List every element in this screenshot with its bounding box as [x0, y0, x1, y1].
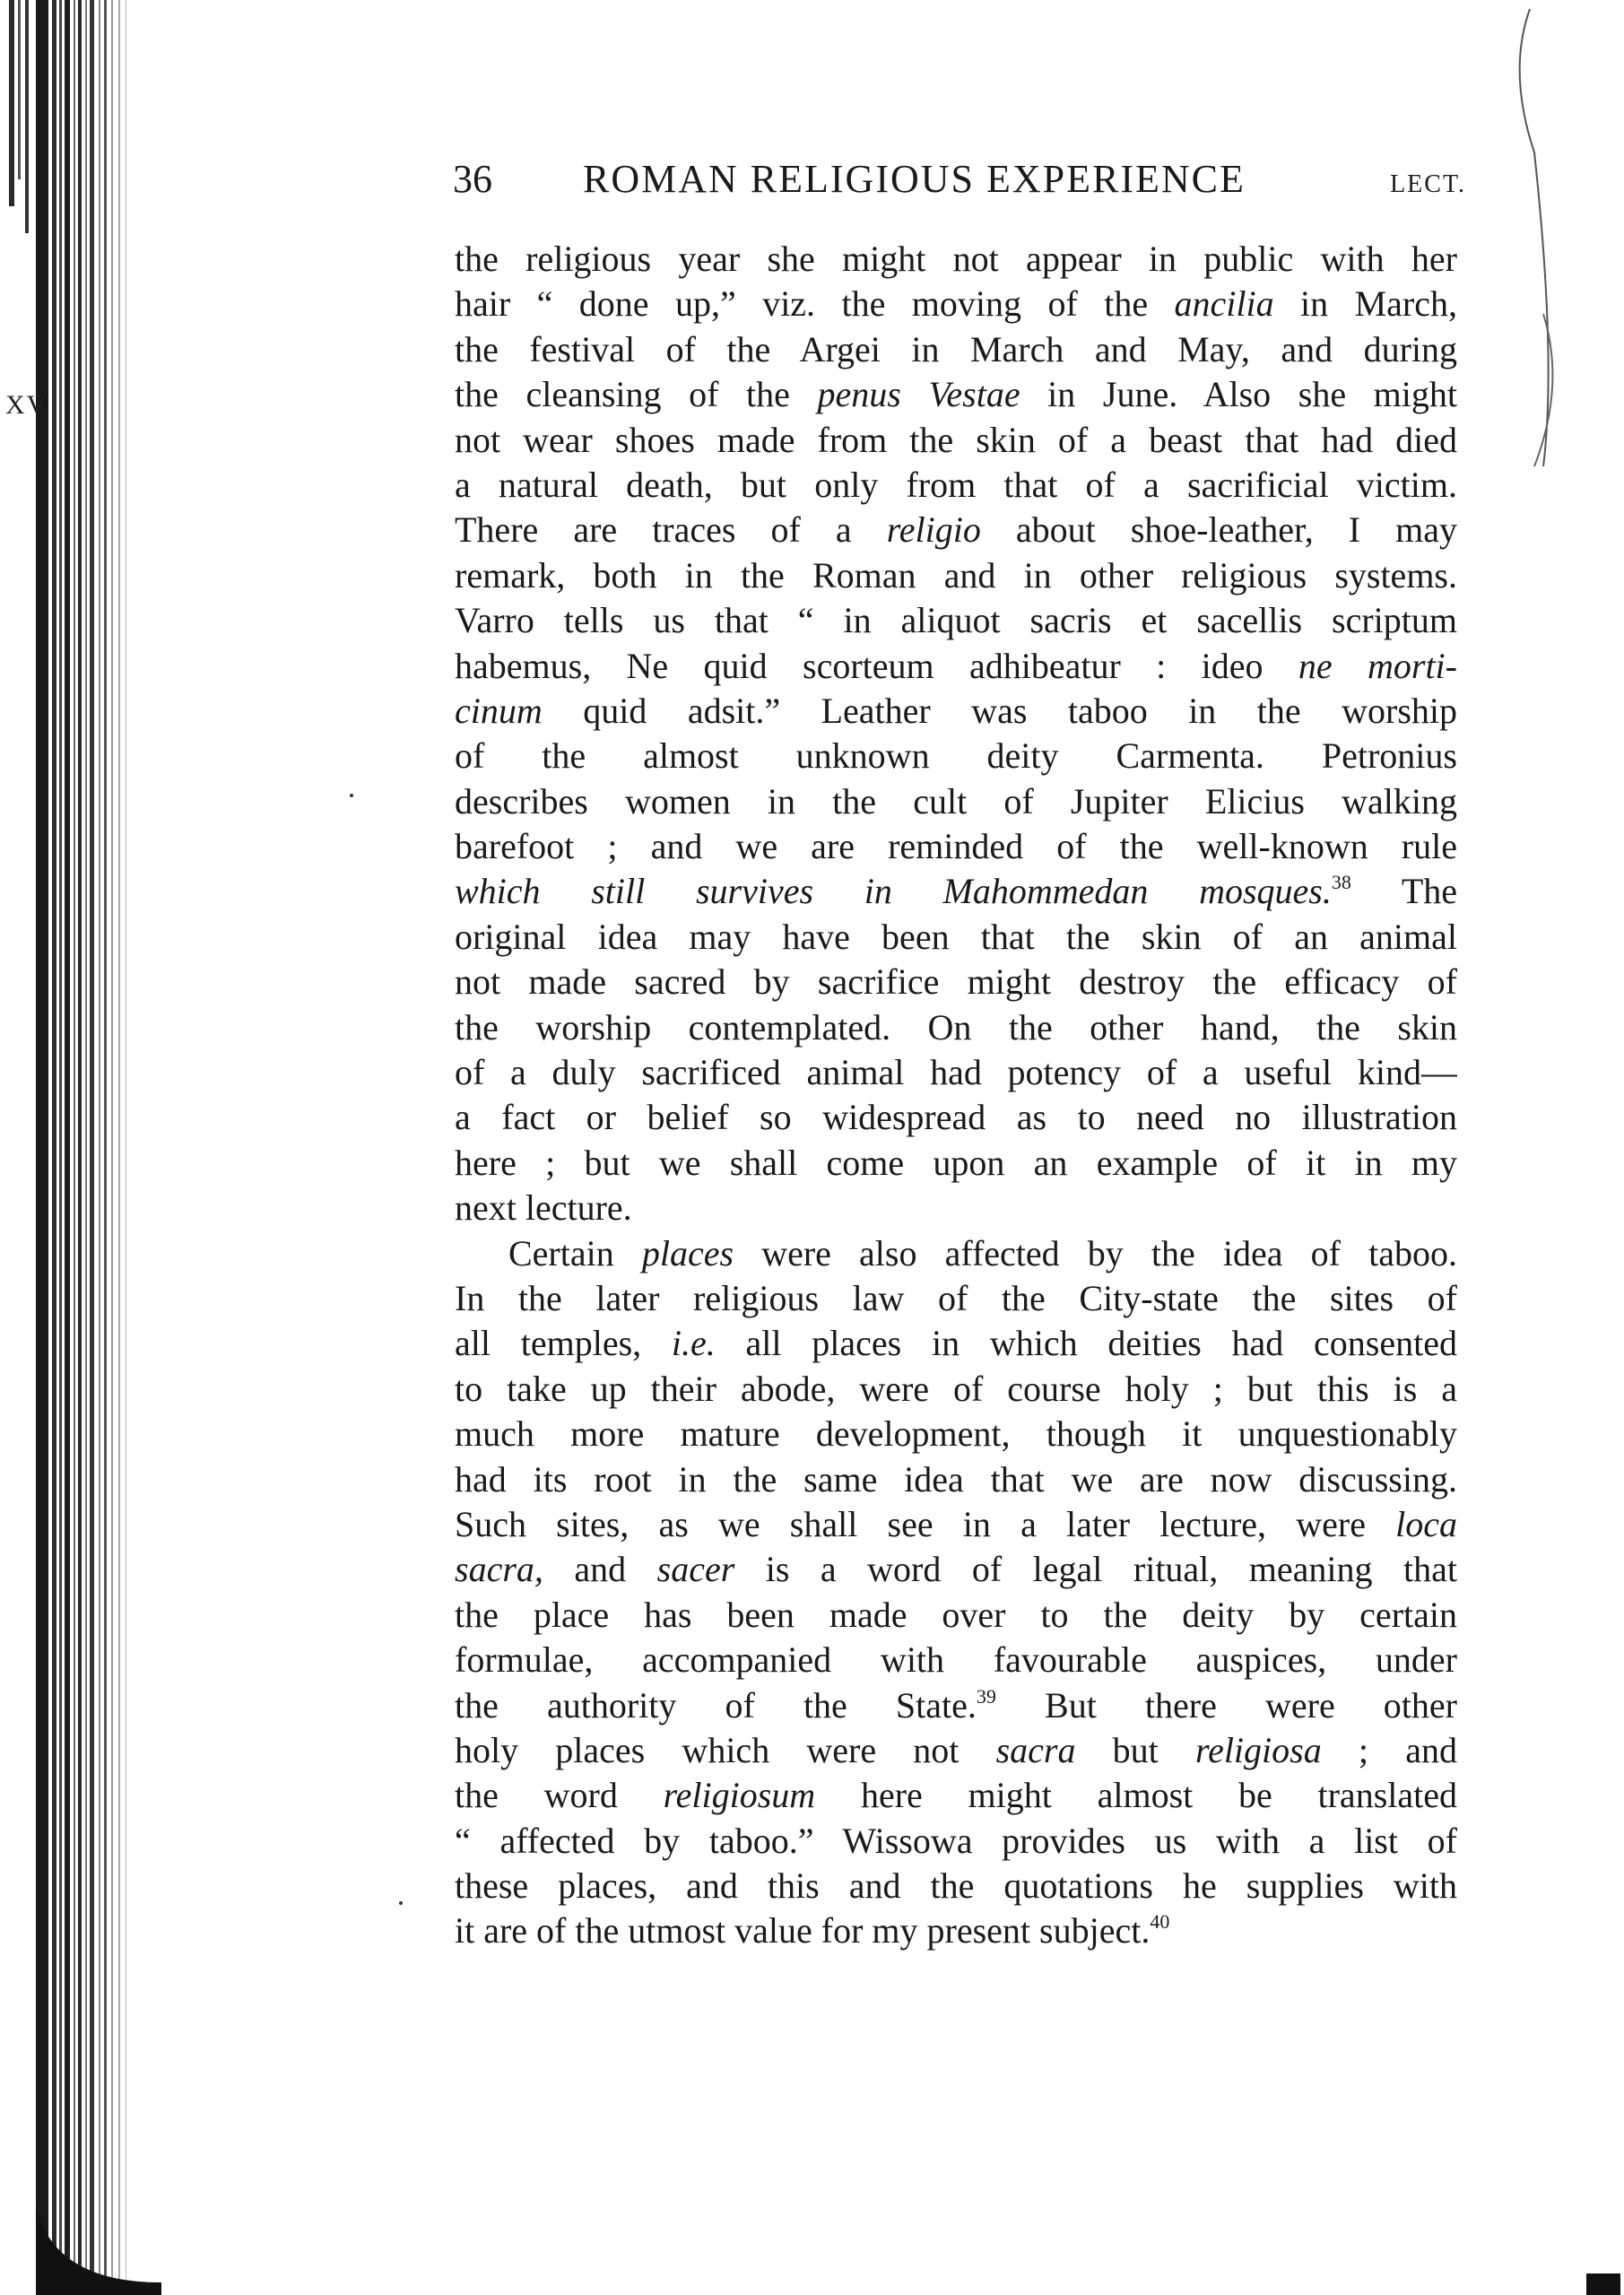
text-run: Certain — [508, 1232, 642, 1274]
italic-term: places — [641, 1232, 734, 1274]
text-line — [455, 282, 1457, 326]
text-run: about shoe-leather, I may — [980, 509, 1457, 551]
text-line — [455, 1231, 1457, 1276]
text-line — [455, 644, 1457, 689]
italic-term: penus Vestae — [817, 374, 1020, 415]
text-line — [455, 508, 1457, 552]
italic-term: sacra — [995, 1729, 1076, 1770]
text-run: the authority of the State. — [455, 1684, 977, 1726]
text-run: quid adsit.” Leather was taboo in the worship — [542, 690, 1457, 731]
italic-term: religiosum — [663, 1775, 816, 1816]
text-line: remark, both in the Roman and in other religious systems. — [455, 554, 1457, 595]
italic-phrase: which still survives in Mahommedan mosques. — [455, 871, 1332, 912]
text-run: and — [543, 1549, 657, 1590]
text-line: a fact or belief so widespread as to need no illustration — [455, 1097, 1457, 1138]
running-header — [453, 152, 1466, 206]
text-line: original idea may have been that the skin of an animal — [455, 916, 1457, 957]
text-run: here might almost be translated — [815, 1775, 1457, 1816]
italic-term: loca — [1395, 1503, 1457, 1544]
text-line: to take up their abode, were of course holy ; but this is a — [455, 1368, 1457, 1409]
body-text — [455, 237, 1457, 1954]
text-line: Varro tells us that “ in aliquot sacris et sacellis scriptum — [455, 600, 1457, 641]
pencil-mark-decoration — [1481, 0, 1624, 2295]
text-line: barefoot ; and we are reminded of the well-known rule — [455, 826, 1457, 867]
paper-speck — [399, 1901, 403, 1905]
paper-speck — [350, 794, 353, 797]
text-line: the festival of the Argei in March and May, and during — [455, 328, 1457, 369]
footnote-ref[interactable]: 38 — [1331, 871, 1351, 894]
running-title: ROMAN RELIGIOUS EXPERIENCE — [583, 157, 1246, 201]
text-line — [455, 1683, 1457, 1728]
text-run: in March, — [1273, 283, 1457, 325]
text-run: were also affected by the idea of taboo. — [734, 1232, 1457, 1274]
text-line: of a duly sacrificed animal had potency of a useful kind— — [455, 1052, 1457, 1093]
italic-term: i.e. — [671, 1323, 716, 1364]
text-line: here ; but we shall come upon an example of it in my — [455, 1142, 1457, 1183]
text-line: had its root in the same idea that we are now discussing. — [455, 1458, 1457, 1500]
text-run: is a word of legal ritual, meaning that — [734, 1549, 1457, 1590]
text-line — [455, 1728, 1457, 1773]
italic-term: ancilia — [1174, 283, 1274, 325]
text-run: The — [1350, 871, 1457, 912]
text-line — [455, 372, 1457, 417]
text-run: habemus, Ne quid scorteum adhibeatur : ideo — [455, 645, 1298, 686]
text-line — [455, 1908, 1457, 1953]
text-line: a natural death, but only from that of a sacrificial victim. — [455, 464, 1457, 505]
text-line — [455, 1547, 1457, 1592]
paragraph-1 — [455, 237, 1457, 1231]
text-run: it are of the utmost value for my present subject. — [455, 1910, 1151, 1952]
text-line — [455, 1321, 1457, 1366]
text-line: the worship contemplated. On the other hand, the skin — [455, 1006, 1457, 1048]
italic-term: religio — [886, 509, 981, 551]
text-line — [455, 1502, 1457, 1547]
text-run: but — [1075, 1729, 1195, 1770]
margin-mark: XV — [5, 390, 48, 420]
text-run: Such sites, as we shall see in a later lecture, were — [455, 1503, 1396, 1544]
footnote-ref[interactable]: 39 — [976, 1684, 996, 1708]
text-line — [455, 1773, 1457, 1818]
text-line — [455, 689, 1457, 734]
text-line: not wear shoes made from the skin of a beast that had died — [455, 419, 1457, 460]
text-line: much more mature development, though it unquestionably — [455, 1413, 1457, 1455]
text-run: There are traces of a — [455, 509, 887, 551]
book-binding-edge — [0, 0, 170, 2295]
text-run: the cleansing of the — [455, 374, 818, 415]
text-run: hair “ done up,” viz. the moving of the — [455, 283, 1175, 325]
text-run: all places in which deities had consented — [715, 1323, 1457, 1364]
text-line: next lecture. — [455, 1187, 632, 1229]
text-run: in June. Also she might — [1020, 374, 1457, 415]
text-line: “ affected by taboo.” Wissowa provides us with a list of — [455, 1820, 1457, 1861]
page-number: 36 — [453, 157, 492, 201]
text-line: these places, and this and the quotations he supplies with — [455, 1865, 1457, 1907]
text-line: of the almost unknown deity Carmenta. Petronius — [455, 735, 1457, 777]
text-line — [455, 869, 1457, 914]
text-run: ; and — [1321, 1729, 1457, 1770]
italic-term: cinum — [455, 690, 543, 731]
italic-term: religiosa — [1194, 1729, 1322, 1770]
text-line: the religious year she might not appear in public with her — [455, 239, 1457, 279]
text-line: the place has been made over to the deity by certain — [455, 1594, 1457, 1635]
text-line: describes women in the cult of Jupiter Elicius walking — [455, 780, 1457, 822]
paragraph-2 — [455, 1231, 1457, 1954]
text-run: But there were other — [995, 1684, 1457, 1726]
text-run: the word — [455, 1775, 664, 1816]
footnote-ref[interactable]: 40 — [1150, 1910, 1170, 1934]
text-run: holy places which were not — [455, 1729, 996, 1770]
text-line: not made sacred by sacrifice might destroy the efficacy of — [455, 961, 1457, 1003]
text-line: formulae, accompanied with favourable auspices, under — [455, 1639, 1457, 1681]
italic-term: sacer — [656, 1549, 735, 1590]
text-run: all temples, — [455, 1323, 672, 1364]
italic-term: sacra, — [455, 1549, 543, 1590]
section-abbrev: LECT. — [1390, 170, 1466, 198]
italic-term: ne morti- — [1298, 645, 1457, 686]
text-line: In the later religious law of the City-state the sites of — [455, 1277, 1457, 1318]
